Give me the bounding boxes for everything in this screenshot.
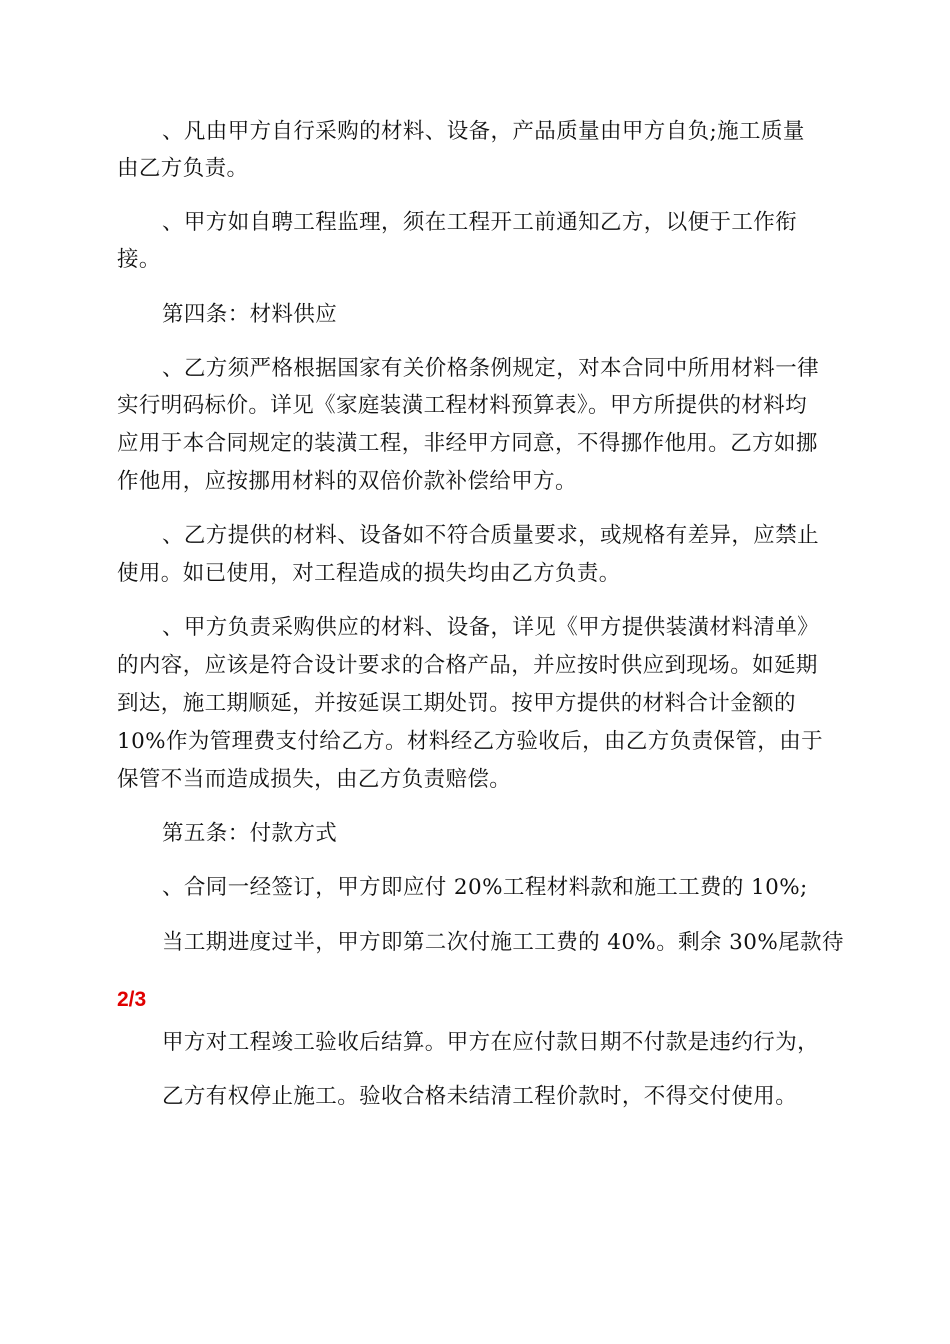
- paragraph-line: 的内容，应该是符合设计要求的合格产品，并应按时供应到现场。如延期: [117, 653, 818, 678]
- paragraph-line: 甲方对工程竣工验收后结算。甲方在应付款日期不付款是违约行为，: [162, 1030, 820, 1055]
- paragraph-line: 保管不当而造成损失，由乙方负责赔偿。: [117, 767, 512, 792]
- paragraph-line: 实行明码标价。详见《家庭装潢工程材料预算表》。甲方所提供的材料均: [117, 393, 808, 418]
- paragraph-line: 由乙方负责。: [117, 156, 249, 181]
- paragraph-line: 、凡由甲方自行采购的材料、设备，产品质量由甲方自负;施工质量: [162, 119, 805, 144]
- paragraph-line: 、乙方须严格根据国家有关价格条例规定，对本合同中所用材料一律: [162, 356, 820, 381]
- paragraph-line: 乙方有权停止施工。验收合格未结清工程价款时，不得交付使用。: [162, 1084, 798, 1109]
- paragraph-line: 、甲方如自聘工程监理，须在工程开工前通知乙方，以便于工作衔: [162, 210, 798, 235]
- paragraph-line: 当工期进度过半，甲方即第二次付施工工费的 40%。剩余 30%尾款待: [162, 930, 844, 955]
- paragraph-line: 到达，施工期顺延，并按延误工期处罚。按甲方提供的材料合计金额的: [117, 691, 796, 716]
- paragraph-line: 使用。如已使用，对工程造成的损失均由乙方负责。: [117, 561, 621, 586]
- paragraph-line: 、甲方负责采购供应的材料、设备，详见《甲方提供装潢材料清单》: [162, 615, 820, 640]
- paragraph-line: 10%作为管理费支付给乙方。材料经乙方验收后，由乙方负责保管，由于: [117, 729, 823, 754]
- paragraph-line: 、合同一经签订，甲方即应付 20%工程材料款和施工工费的 10%;: [162, 875, 808, 900]
- paragraph-line: 、乙方提供的材料、设备如不符合质量要求，或规格有差异，应禁止: [162, 523, 820, 548]
- paragraph-line: 接。: [117, 247, 161, 272]
- section-heading: 第五条：付款方式: [162, 821, 338, 846]
- paragraph-line: 作他用，应按挪用材料的双倍价款补偿给甲方。: [117, 469, 577, 494]
- section-heading: 第四条：材料供应: [162, 302, 338, 327]
- page-number: 2/3: [117, 988, 147, 1011]
- paragraph-line: 应用于本合同规定的装潢工程，非经甲方同意，不得挪作他用。乙方如挪: [117, 431, 818, 456]
